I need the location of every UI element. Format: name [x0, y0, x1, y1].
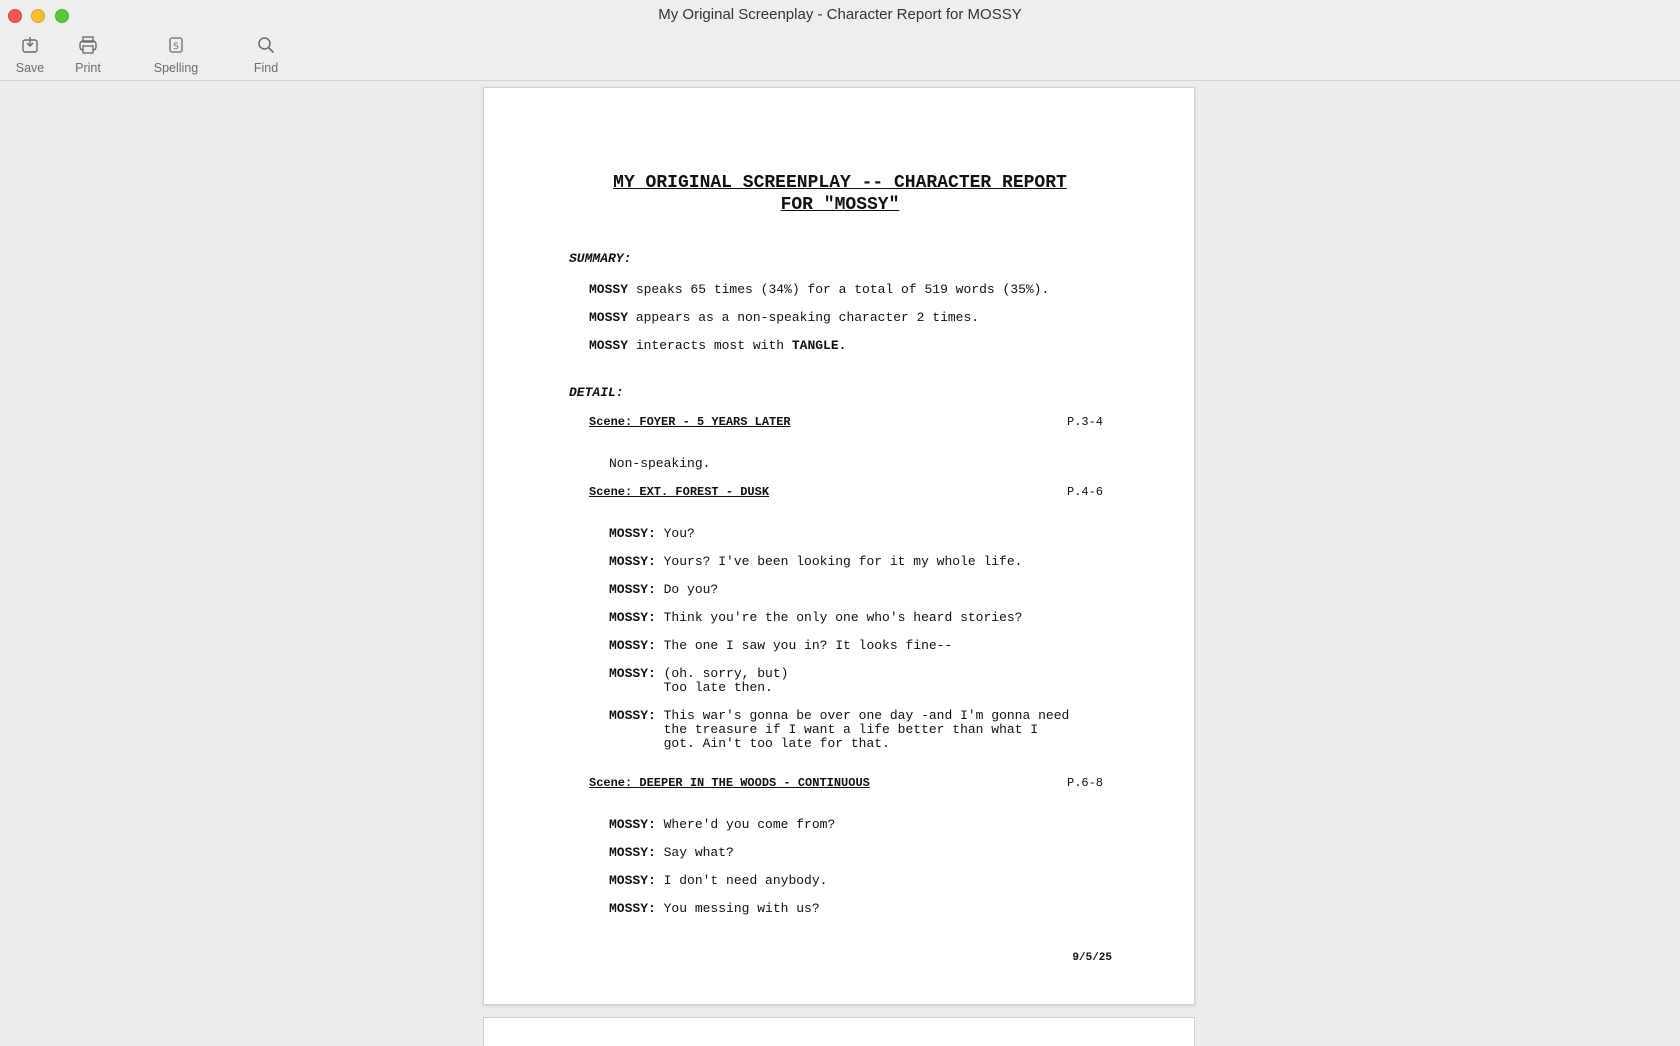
dialogue-line: MOSSY: You messing with us?: [609, 901, 820, 916]
scene-heading: Scene: FOYER - 5 YEARS LATER: [589, 415, 791, 429]
svg-text:S: S: [173, 42, 179, 52]
dialogue-line: MOSSY: Do you?: [609, 582, 719, 597]
detail-heading: DETAIL:: [569, 385, 624, 400]
dialogue-line: MOSSY: Say what?: [609, 845, 734, 860]
summary-line: MOSSY appears as a non-speaking character 2 times.: [589, 310, 980, 325]
print-icon: [77, 34, 99, 56]
report-title: MY ORIGINAL SCREENPLAY -- CHARACTER REPORT FOR "MOSSY": [613, 173, 1067, 215]
spelling-icon: [165, 34, 187, 56]
save-button[interactable]: Save: [0, 34, 62, 75]
report-page: [483, 87, 1195, 1005]
dialogue-line: MOSSY: This war's gonna be over one day -and I'm gonna need the treasure if I want a life better than what I got. Ain't too late for that.: [609, 708, 1070, 751]
print-button[interactable]: Print: [56, 34, 120, 75]
spelling-button[interactable]: S Spelling: [144, 34, 208, 75]
next-page: [483, 1017, 1195, 1046]
title-bar: [0, 0, 1680, 81]
find-icon: [255, 34, 277, 56]
report-date: 9/5/25: [1072, 952, 1112, 964]
dialogue-line: MOSSY: You?: [609, 526, 695, 541]
dialogue-line: MOSSY: (oh. sorry, but) Too late then.: [609, 666, 789, 695]
scene-pages: P.4-6: [1067, 485, 1104, 499]
dialogue-line: MOSSY: The one I saw you in? It looks fine--: [609, 638, 953, 653]
scene-heading: Scene: DEEPER IN THE WOODS - CONTINUOUS: [589, 776, 870, 790]
dialogue-line: MOSSY: Where'd you come from?: [609, 817, 836, 832]
scene-pages: P.3-4: [1067, 415, 1104, 429]
summary-line: MOSSY speaks 65 times (34%) for a total of 519 words (35%).: [589, 282, 1050, 297]
dialogue-line: MOSSY: Think you're the only one who's heard stories?: [609, 610, 1023, 625]
summary-line: MOSSY interacts most with TANGLE.: [589, 338, 847, 353]
window-title: My Original Screenplay - Character Report for MOSSY: [658, 6, 1022, 23]
save-icon: [19, 34, 41, 56]
summary-heading: SUMMARY:: [569, 251, 632, 266]
scene-pages: P.6-8: [1067, 776, 1104, 790]
find-button[interactable]: Find: [234, 34, 298, 75]
scene-heading: Scene: EXT. FOREST - DUSK: [589, 485, 770, 499]
dialogue-line: MOSSY: Yours? I've been looking for it my whole life.: [609, 554, 1023, 569]
dialogue-line: MOSSY: I don't need anybody.: [609, 873, 828, 888]
scene-note: Non-speaking.: [609, 456, 711, 471]
